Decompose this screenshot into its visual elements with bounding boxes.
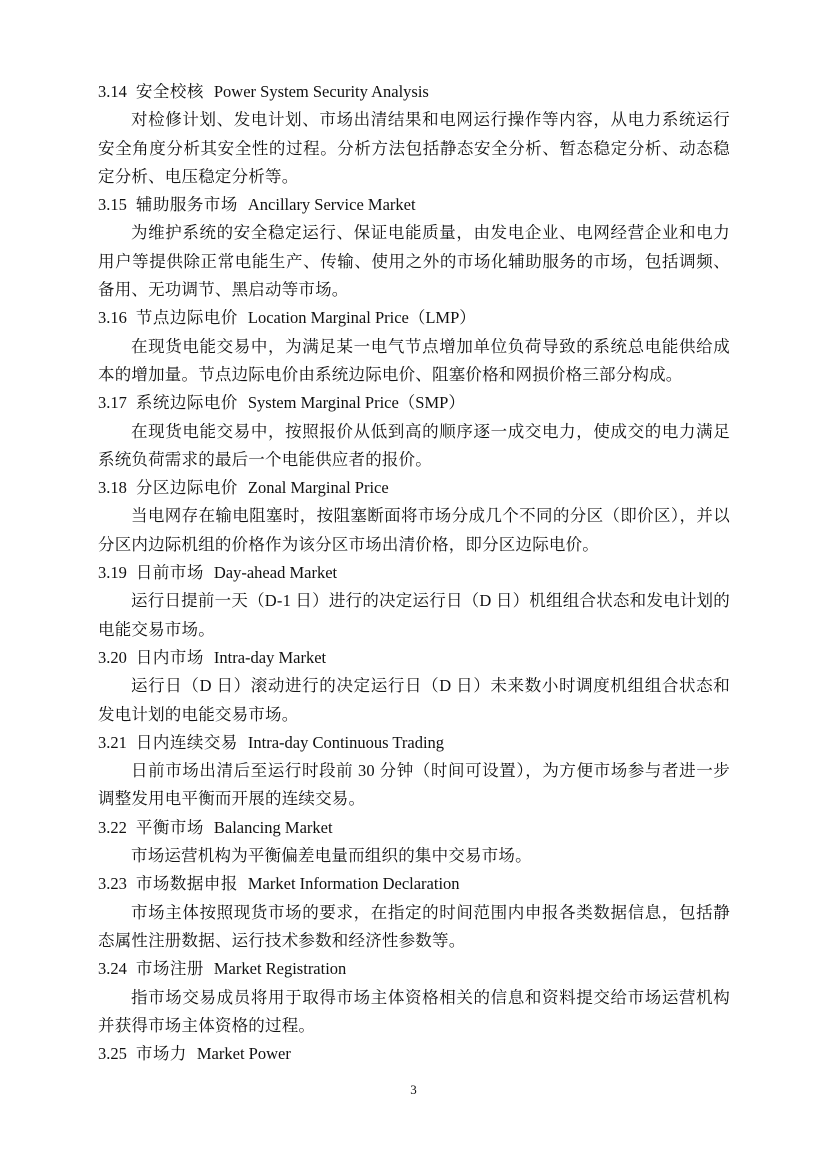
term-chinese: 日内连续交易 <box>135 732 238 752</box>
term-number: 3.22 <box>98 817 127 837</box>
term-entry-3-24 <box>98 955 730 1040</box>
term-definition: 为维护系统的安全稳定运行、保证电能质量，由发电企业、电网经营企业和电力用户等提供除正常电能生产、传输、使用之外的市场化辅助服务的市场，包括调频、备用、无功调节、黑启动等市场。 <box>98 223 730 300</box>
term-entry-3-19 <box>98 559 730 644</box>
term-chinese: 日内市场 <box>135 647 204 667</box>
term-heading <box>98 644 730 672</box>
term-number: 3.17 <box>98 393 127 413</box>
term-entry-3-14 <box>98 78 730 191</box>
page-content <box>98 78 730 1068</box>
term-english: Day-ahead Market <box>213 563 338 583</box>
term-chinese: 市场注册 <box>135 959 204 979</box>
term-entry-3-18 <box>98 474 730 559</box>
term-english: Market Power <box>196 1044 291 1064</box>
term-heading <box>98 304 730 332</box>
term-number: 3.16 <box>98 308 127 328</box>
term-heading <box>98 474 730 502</box>
term-english: Power System Security Analysis <box>213 82 429 101</box>
term-chinese: 日前市场 <box>135 563 204 583</box>
term-definition: 运行日（D 日）滚动进行的决定运行日（D 日）未来数小时调度机组组合状态和发电计划的电能交易市场。 <box>98 676 730 724</box>
term-number: 3.19 <box>98 563 127 583</box>
term-definition: 当电网存在输电阻塞时，按阻塞断面将市场分成几个不同的分区（即价区），并以分区内边际机组的价格作为该分区市场出清价格，即分区边际电价。 <box>98 506 730 554</box>
term-english: System Marginal Price（SMP） <box>247 393 465 413</box>
term-heading <box>98 955 730 983</box>
term-entry-3-23 <box>98 870 730 955</box>
term-number: 3.18 <box>98 478 127 498</box>
term-english: Balancing Market <box>213 817 333 837</box>
term-heading <box>98 78 730 106</box>
term-definition: 运行日提前一天（D-1 日）进行的决定运行日（D 日）机组组合状态和发电计划的电能交易市场。 <box>98 591 730 639</box>
term-chinese: 市场数据申报 <box>135 874 238 894</box>
term-english: Market Registration <box>213 959 347 979</box>
term-chinese: 市场力 <box>135 1044 187 1064</box>
term-chinese: 节点边际电价 <box>135 308 238 328</box>
term-chinese: 平衡市场 <box>135 817 204 837</box>
term-english: Ancillary Service Market <box>247 195 416 215</box>
term-number: 3.24 <box>98 959 127 979</box>
term-number: 3.14 <box>98 82 127 101</box>
term-heading <box>98 870 730 898</box>
term-entry-3-17 <box>98 389 730 474</box>
term-number: 3.20 <box>98 647 127 667</box>
term-definition: 日前市场出清后至运行时段前 30 分钟（时间可设置），为方便市场参与者进一步调整发用电平衡而开展的连续交易。 <box>98 761 730 809</box>
term-heading <box>98 729 730 757</box>
term-english: Intra-day Continuous Trading <box>247 732 445 752</box>
term-definition: 对检修计划、发电计划、市场出清结果和电网运行操作等内容，从电力系统运行安全角度分析其安全性的过程。分析方法包括静态安全分析、暂态稳定分析、动态稳定分析、电压稳定分析等。 <box>98 110 730 186</box>
term-chinese: 辅助服务市场 <box>135 195 238 215</box>
term-entry-3-15 <box>98 191 730 304</box>
term-heading <box>98 814 730 842</box>
term-number: 3.15 <box>98 195 127 215</box>
term-definition: 在现货电能交易中，为满足某一电气节点增加单位负荷导致的系统总电能供给成本的增加量。节点边际电价由系统边际电价、阻塞价格和网损价格三部分构成。 <box>98 336 730 384</box>
term-definition: 指市场交易成员将用于取得市场主体资格相关的信息和资料提交给市场运营机构并获得市场主体资格的过程。 <box>98 987 730 1035</box>
term-chinese: 分区边际电价 <box>135 478 238 498</box>
term-entry-3-25 <box>98 1040 730 1068</box>
term-number: 3.25 <box>98 1044 127 1064</box>
term-heading <box>98 389 730 417</box>
term-english: Intra-day Market <box>213 647 327 667</box>
term-heading <box>98 191 730 219</box>
term-heading <box>98 559 730 587</box>
term-english: Market Information Declaration <box>247 874 460 894</box>
term-english: Zonal Marginal Price <box>247 478 389 498</box>
term-number: 3.21 <box>98 732 127 752</box>
term-number: 3.23 <box>98 874 127 894</box>
term-entry-3-16 <box>98 304 730 389</box>
term-entry-3-22 <box>98 814 730 871</box>
term-english: Location Marginal Price（LMP） <box>247 308 476 328</box>
page-number: 3 <box>410 1082 417 1097</box>
term-entry-3-21 <box>98 729 730 814</box>
term-chinese: 安全校核 <box>135 82 204 101</box>
term-entry-3-20 <box>98 644 730 729</box>
term-definition: 市场运营机构为平衡偏差电量而组织的集中交易市场。 <box>131 846 532 866</box>
term-definition: 在现货电能交易中，按照报价从低到高的顺序逐一成交电力，使成交的电力满足系统负荷需求的最后一个电能供应者的报价。 <box>98 421 730 469</box>
term-chinese: 系统边际电价 <box>135 393 238 413</box>
term-heading <box>98 1040 730 1068</box>
term-definition: 市场主体按照现货市场的要求，在指定的时间范围内申报各类数据信息，包括静态属性注册数据、运行技术参数和经济性参数等。 <box>98 902 730 950</box>
